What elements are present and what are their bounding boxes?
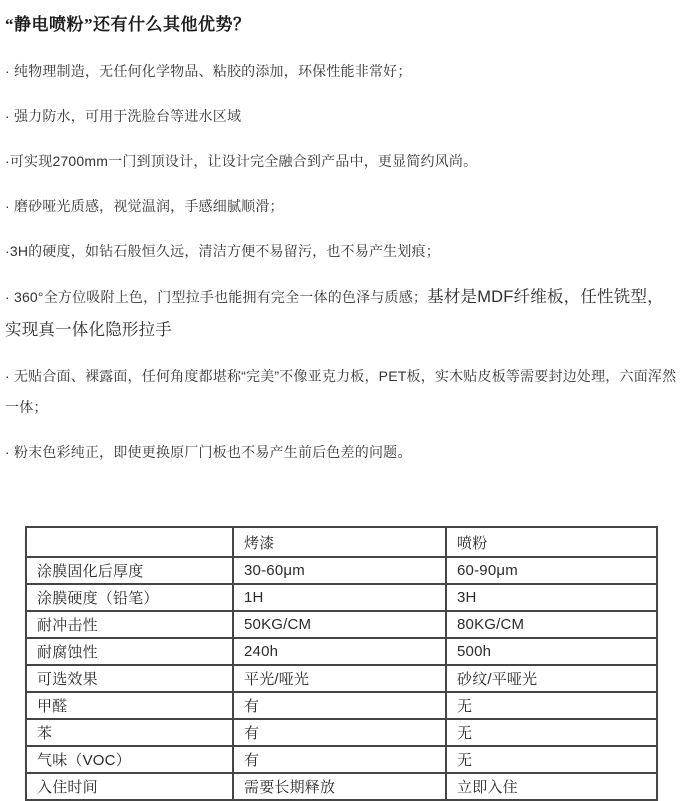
table-header-cell: 喷粉: [446, 527, 657, 557]
paragraph-text: · 纯物理制造，无任何化学物品、粘胶的添加，环保性能非常好；: [5, 63, 412, 79]
comparison-table-body: [26, 557, 657, 800]
paragraph-text: ·3H的硬度，如钻石般恒久远，清洁方便不易留污，也不易产生划痕；: [5, 243, 440, 259]
table-cell: 砂纹/平哑光: [446, 665, 657, 692]
table-cell: 80KG/CM: [446, 611, 657, 638]
table-cell: 500h: [446, 638, 657, 665]
table-cell: 甲醛: [26, 692, 233, 719]
paragraph-text: · 360°全方位吸附上色，门型拉手也能拥有完全一体的色泽与质感；: [5, 289, 428, 305]
table-cell: 有: [233, 746, 446, 773]
table-header-row: [26, 527, 657, 557]
table-row: [26, 584, 657, 611]
table-row: [26, 638, 657, 665]
table-row: [26, 611, 657, 638]
paragraph-text: ·可实现2700mm一门到顶设计，让设计完全融合到产品中，更显简约风尚。: [5, 153, 478, 169]
bullet-paragraph: [5, 361, 678, 423]
table-cell: 涂膜硬度（铅笔）: [26, 584, 233, 611]
bullet-paragraph: [5, 56, 678, 87]
table-cell: 3H: [446, 584, 657, 611]
table-header-cell: 烤漆: [233, 527, 446, 557]
paragraph-text: · 强力防水，可用于洗脸台等进水区域: [5, 108, 242, 124]
table-cell: 苯: [26, 719, 233, 746]
page-title: “静电喷粉”还有什么其他优势？: [5, 15, 251, 34]
table-cell: 50KG/CM: [233, 611, 446, 638]
table-cell: 无: [446, 719, 657, 746]
paragraph-text: · 磨砂哑光质感，视觉温润，手感细腻顺滑；: [5, 198, 284, 214]
table-cell: 立即入住: [446, 773, 657, 800]
table-cell: 无: [446, 692, 657, 719]
table-cell: 有: [233, 719, 446, 746]
paragraph-text: · 粉末色彩纯正，即使更换原厂门板也不易产生前后色差的问题。: [5, 444, 412, 460]
table-cell: 有: [233, 692, 446, 719]
bullet-paragraph: [5, 101, 678, 132]
table-cell: 入住时间: [26, 773, 233, 800]
table-cell: 气味（VOC）: [26, 746, 233, 773]
table-row: [26, 557, 657, 584]
bullet-paragraph: [5, 146, 678, 177]
table-row: [26, 692, 657, 719]
table-cell: 60-90μm: [446, 557, 657, 584]
table-row: [26, 665, 657, 692]
table-cell: 耐腐蚀性: [26, 638, 233, 665]
bullet-paragraph: [5, 236, 678, 267]
table-cell: 耐冲击性: [26, 611, 233, 638]
table-cell: 无: [446, 746, 657, 773]
table-row: [26, 719, 657, 746]
paragraph-text: · 无贴合面、裸露面，任何角度都堪称“完美”不像亚克力板，PET板，实木贴皮板等需要封边处理，六面浑然一体；: [5, 368, 677, 415]
table-row: [26, 746, 657, 773]
table-cell: 涂膜固化后厚度: [26, 557, 233, 584]
table-header-cell: [26, 527, 233, 557]
paragraph-text-emphasis: 基材是MDF纤维板，任性铣型，实现真一体化隐形拉手: [5, 288, 664, 339]
table-cell: 30-60μm: [233, 557, 446, 584]
bullet-paragraph: [5, 191, 678, 222]
comparison-table: [25, 526, 658, 801]
table-cell: 需要长期释放: [233, 773, 446, 800]
bullet-paragraph: [5, 281, 678, 347]
table-cell: 240h: [233, 638, 446, 665]
bullet-paragraph: [5, 437, 678, 468]
table-cell: 平光/哑光: [233, 665, 446, 692]
table-cell: 1H: [233, 584, 446, 611]
table-cell: 可选效果: [26, 665, 233, 692]
